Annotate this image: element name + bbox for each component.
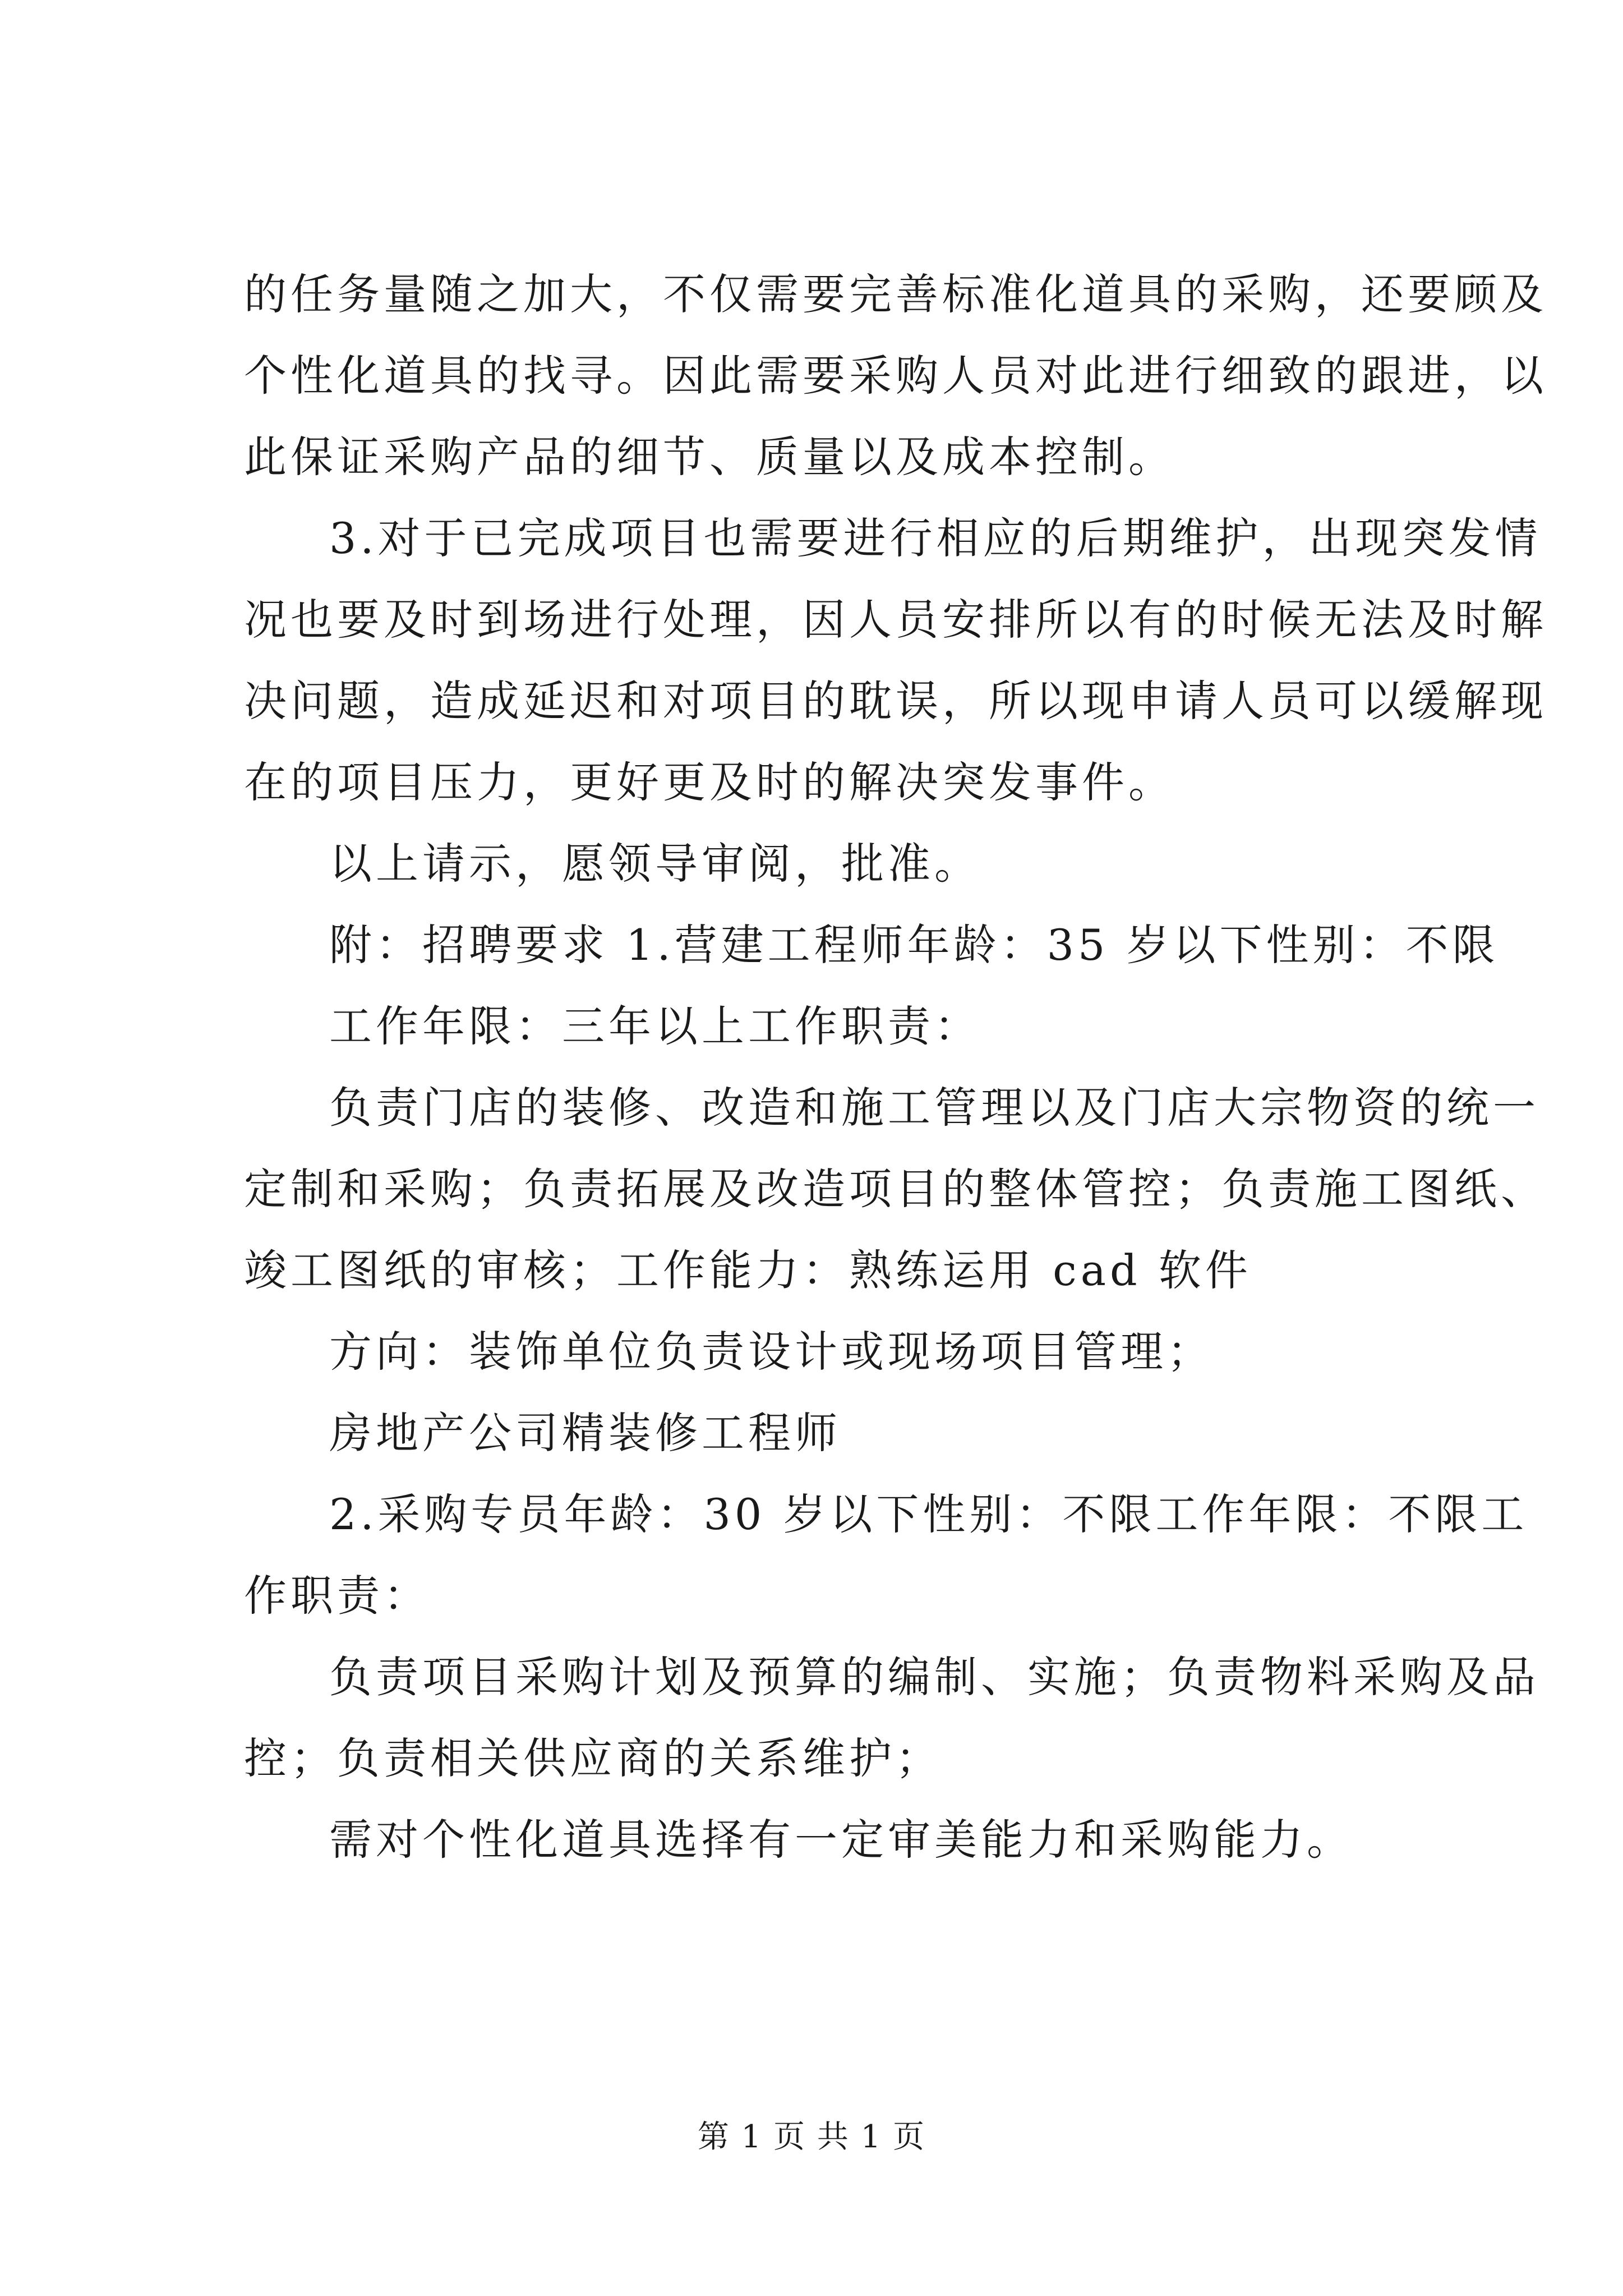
paragraph-line: 2.采购专员年龄：30 岁以下性别：不限工作年限：不限工	[329, 1489, 1528, 1539]
paragraph-line: 的任务量随之加大，不仅需要完善标准化道具的采购，还要顾及	[244, 269, 1547, 319]
paragraph-line: 需对个性化道具选择有一定审美能力和采购能力。	[329, 1815, 1353, 1865]
paragraph-line: 方向：装饰单位负责设计或现场项目管理；	[329, 1327, 1214, 1377]
paragraph-line: 在的项目压力，更好更及时的解决突发事件。	[244, 757, 1175, 807]
paragraph-line: 决问题，造成延迟和对项目的耽误，所以现申请人员可以缓解现	[244, 676, 1547, 726]
paragraph-line: 况也要及时到场进行处理，因人员安排所以有的时候无法及时解	[244, 595, 1547, 645]
paragraph-line: 负责项目采购计划及预算的编制、实施；负责物料采购及品	[329, 1652, 1539, 1702]
paragraph-line: 以上请示，愿领导审阅，批准。	[329, 839, 981, 889]
paragraph-line: 控；负责相关供应商的关系维护；	[244, 1733, 942, 1783]
paragraph-line: 此保证采购产品的细节、质量以及成本控制。	[244, 432, 1175, 482]
paragraph-line: 3.对于已完成项目也需要进行相应的后期维护，出现突发情	[329, 513, 1542, 563]
paragraph-line: 房地产公司精装修工程师	[329, 1408, 841, 1458]
paragraph-line: 作职责：	[244, 1571, 430, 1621]
page-footer: 第 1 页 共 1 页	[697, 2119, 926, 2155]
paragraph-line: 定制和采购；负责拓展及改造项目的整体管控；负责施工图纸、	[244, 1164, 1547, 1214]
paragraph-line: 工作年限：三年以上工作职责：	[329, 1001, 981, 1051]
paragraph-line: 个性化道具的找寻。因此需要采购人员对此进行细致的跟进，以	[244, 351, 1547, 401]
paragraph-line: 负责门店的装修、改造和施工管理以及门店大宗物资的统一	[329, 1083, 1539, 1133]
paragraph-line: 附：招聘要求 1.营建工程师年龄：35 岁以下性别：不限	[329, 920, 1499, 970]
paragraph-line: 竣工图纸的审核；工作能力：熟练运用 cad 软件	[244, 1245, 1252, 1295]
